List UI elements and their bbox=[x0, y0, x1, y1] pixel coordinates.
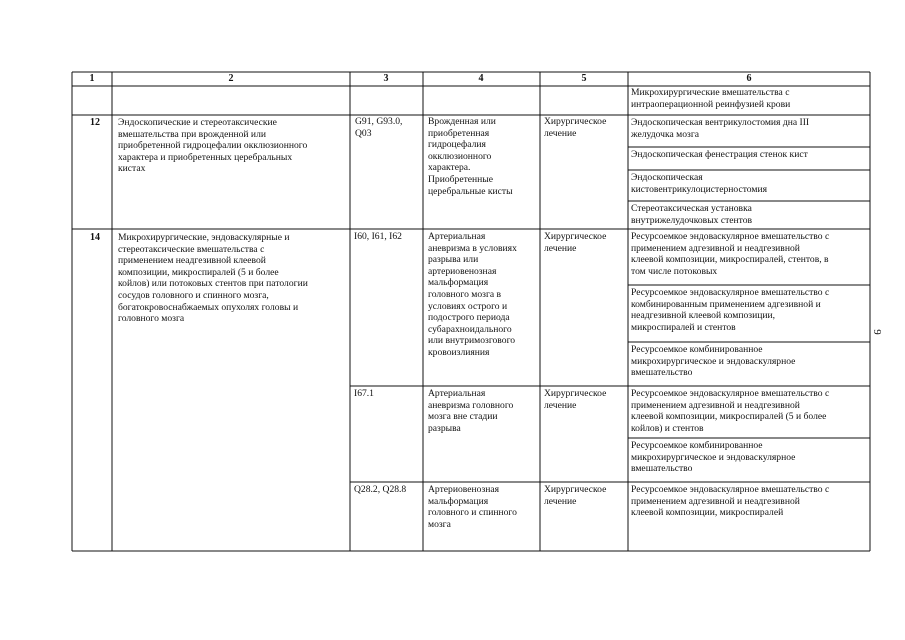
row14-group3-codes-line: Q28.2, Q28.8 bbox=[354, 484, 407, 495]
row14-group1-model bbox=[428, 232, 517, 360]
row12-treatment-type-line: Хирургическое bbox=[544, 116, 607, 127]
row14-group1-model-line: или внутримозгового bbox=[428, 335, 516, 347]
row14-group3-treatment-type-line: Хирургическое bbox=[544, 484, 607, 495]
row14-group2-treatment-1 bbox=[631, 389, 829, 435]
row14-group2-treatment-1-line: применением адгезивной и неадгезивной bbox=[631, 399, 800, 411]
row14-group1-treatment-2-line: Ресурсоемкое эндоваскулярное вмешательство с bbox=[631, 287, 830, 298]
row14-group1-treatment-1-line: том числе потоковых bbox=[631, 265, 718, 277]
row12-model bbox=[428, 117, 513, 198]
row12-treatment-type bbox=[544, 117, 606, 140]
row14-group2-treatment-1-line: Ресурсоемкое эндоваскулярное вмешательство с bbox=[631, 388, 830, 399]
row12-codes-line: Q03 bbox=[355, 127, 372, 139]
row14-group1-treatment-1-line: клеевой композиции, микроспиралей, стентов, в bbox=[631, 254, 829, 266]
row12-treatment-3 bbox=[631, 173, 767, 196]
row14-group2-treatment-type bbox=[544, 389, 606, 412]
row14-group1-treatment-3 bbox=[631, 345, 795, 380]
row12-codes bbox=[355, 117, 402, 140]
row14-group2-model-line: Артериальная bbox=[428, 388, 486, 399]
row14-group2-treatment-2-line: микрохирургическое и эндоваскулярное bbox=[631, 451, 796, 463]
row12-model-line: церебральные кисты bbox=[428, 185, 513, 197]
row14-group2-treatment-2 bbox=[631, 441, 795, 476]
column-header-1: 1 bbox=[89, 73, 95, 84]
row14-group1-model-line: мальформация bbox=[428, 277, 489, 289]
row14-description-line: богатокровоснабжаемых опухолях головы и bbox=[118, 301, 299, 313]
row14-group1-model-line: артериовенозная bbox=[428, 265, 497, 277]
row14-group1-model-line: разрыва или bbox=[428, 254, 479, 266]
row12-treatment-1 bbox=[631, 118, 809, 141]
row14-group1-treatment-3-line: микрохирургическое и эндоваскулярное bbox=[631, 355, 796, 367]
row14-group1-model-line: условиях острого и bbox=[428, 300, 508, 312]
row14-group3-treatment-1 bbox=[631, 485, 829, 520]
row12-treatment-1-line: Эндоскопическая вентрикулостомия дна III bbox=[631, 117, 810, 128]
row12-description-line: характера и приобретенных церебральных bbox=[118, 151, 293, 163]
row14-group1-model-line: аневризма в условиях bbox=[428, 242, 517, 254]
row14-group3-model-line: мальформация bbox=[428, 495, 489, 507]
row14-group3-codes bbox=[354, 485, 406, 497]
row12-model-line: гидроцефалия bbox=[428, 139, 486, 151]
row14-group1-treatment-1-line: применением адгезивной и неадгезивной bbox=[631, 242, 800, 254]
row12-treatment-3-line: кистовентрикулоцистерностомия bbox=[631, 183, 768, 195]
row14-group1-treatment-2-line: комбинированным применением адгезивной и bbox=[631, 298, 821, 310]
row14-group1-treatment-type-line: лечение bbox=[544, 242, 577, 254]
row12-treatment-2-line: Эндоскопическая фенестрация стенок кист bbox=[631, 149, 808, 160]
carryover-treatment-line: Микрохирургические вмешательства с bbox=[631, 87, 790, 98]
row14-group3-treatment-type bbox=[544, 485, 606, 508]
row14-group2-treatment-type-line: Хирургическое bbox=[544, 388, 607, 399]
row12-treatment-1-line: желудочка мозга bbox=[631, 128, 700, 140]
row14-group3-model-line: мозга bbox=[428, 518, 451, 530]
row14-description-line: композиции, микроспиралей (5 и более bbox=[118, 266, 279, 278]
row12-model-line: окклюзионного bbox=[428, 150, 492, 162]
page-number: 9 bbox=[870, 329, 883, 335]
column-header-5: 5 bbox=[581, 73, 587, 84]
row14-description-line: применением неадгезивной клеевой bbox=[118, 255, 266, 267]
row14-group3-model-line: Артериовенозная bbox=[428, 484, 500, 495]
row14-group2-treatment-2-line: Ресурсоемкое комбинированное bbox=[631, 440, 763, 451]
row14-description-line: сосудов головного и спинного мозга, bbox=[118, 289, 269, 301]
row14-group3-model-line: головного и спинного bbox=[428, 507, 517, 519]
row14-group1-treatment-1-line: Ресурсоемкое эндоваскулярное вмешательство с bbox=[631, 231, 830, 242]
row12-treatment-4-line: внутрижелудочковых стентов bbox=[631, 214, 753, 226]
row14-group1-model-line: Артериальная bbox=[428, 231, 486, 242]
row12-description-line: Эндоскопические и стереотаксические bbox=[118, 117, 277, 128]
carryover-treatment-line: интраоперационной реинфузией крови bbox=[631, 98, 791, 110]
row14-group1-treatment-1 bbox=[631, 232, 829, 278]
row14-group2-model-line: разрыва bbox=[428, 422, 461, 434]
row14-group1-model-line: кровоизлияния bbox=[428, 346, 490, 358]
row12-treatment-4 bbox=[631, 204, 752, 227]
row14-group3-treatment-type-line: лечение bbox=[544, 495, 577, 507]
row14-group3-treatment-1-line: применением адгезивной и неадгезивной bbox=[631, 495, 800, 507]
row12-description-line: приобретенной гидроцефалии окклюзионного bbox=[118, 140, 308, 152]
column-header-4: 4 bbox=[478, 73, 484, 84]
row14-group1-model-line: субарахноидального bbox=[428, 323, 512, 335]
row14-group2-model bbox=[428, 389, 513, 435]
row12-description bbox=[118, 118, 307, 176]
column-header-2: 2 bbox=[228, 73, 234, 84]
row12-number: 12 bbox=[90, 117, 100, 128]
row14-group3-treatment-1-line: Ресурсоемкое эндоваскулярное вмешательство с bbox=[631, 484, 830, 495]
row14-group1-codes bbox=[354, 232, 402, 244]
row14-group1-treatment-2-line: микроспиралей и стентов bbox=[631, 321, 736, 333]
row14-group3-treatment-1-line: клеевой композиции, микроспиралей bbox=[631, 507, 784, 519]
row12-treatment-2 bbox=[631, 150, 808, 162]
row14-group1-treatment-2 bbox=[631, 288, 829, 334]
row12-description-line: кистах bbox=[118, 163, 146, 175]
row12-treatment-3-line: Эндоскопическая bbox=[631, 172, 703, 183]
row14-group2-treatment-1-line: койлов) и стентов bbox=[631, 422, 704, 434]
row14-group2-treatment-2-line: вмешательство bbox=[631, 463, 693, 475]
row14-group1-model-line: головного мозга в bbox=[428, 288, 502, 300]
row14-group2-model-line: мозга вне стадии bbox=[428, 411, 498, 423]
row14-group1-treatment-3-line: вмешательство bbox=[631, 367, 693, 379]
row14-group1-treatment-2-line: неадгезивной клеевой композиции, bbox=[631, 310, 776, 322]
row12-model-line: приобретенная bbox=[428, 127, 490, 139]
row12-codes-line: G91, G93.0, bbox=[355, 116, 403, 127]
row14-description-line: стереотаксические вмешательства с bbox=[118, 243, 265, 255]
row12-description-line: вмешательства при врожденной или bbox=[118, 128, 266, 140]
row12-model-line: характера. bbox=[428, 162, 471, 174]
row12-model-line: Врожденная или bbox=[428, 116, 496, 127]
row14-group1-model-line: подострого периода bbox=[428, 312, 510, 324]
row14-group2-treatment-type-line: лечение bbox=[544, 399, 577, 411]
row14-group1-treatment-type bbox=[544, 232, 606, 255]
row14-group1-treatment-type-line: Хирургическое bbox=[544, 231, 607, 242]
row12-treatment-type-line: лечение bbox=[544, 127, 577, 139]
carryover-treatment bbox=[631, 88, 790, 111]
row14-group2-codes bbox=[354, 389, 374, 401]
row14-description-line: Микрохирургические, эндоваскулярные и bbox=[118, 232, 290, 243]
row14-group3-model bbox=[428, 485, 517, 531]
row12-treatment-4-line: Стереотаксическая установка bbox=[631, 203, 752, 214]
row14-group2-codes-line: I67.1 bbox=[354, 388, 374, 399]
row14-number: 14 bbox=[90, 232, 100, 243]
row14-group1-treatment-3-line: Ресурсоемкое комбинированное bbox=[631, 344, 763, 355]
column-header-6: 6 bbox=[746, 73, 752, 84]
row14-group2-treatment-1-line: клеевой композиции, микроспиралей (5 и более bbox=[631, 411, 827, 423]
column-header-3: 3 bbox=[383, 73, 389, 84]
row14-description-line: койлов) или потоковых стентов при патологии bbox=[118, 278, 308, 290]
row14-group2-model-line: аневризма головного bbox=[428, 399, 514, 411]
row14-group1-codes-line: I60, I61, I62 bbox=[354, 231, 402, 242]
row12-model-line: Приобретенные bbox=[428, 173, 494, 185]
row14-description bbox=[118, 233, 308, 326]
row14-description-line: головного мозга bbox=[118, 313, 185, 325]
